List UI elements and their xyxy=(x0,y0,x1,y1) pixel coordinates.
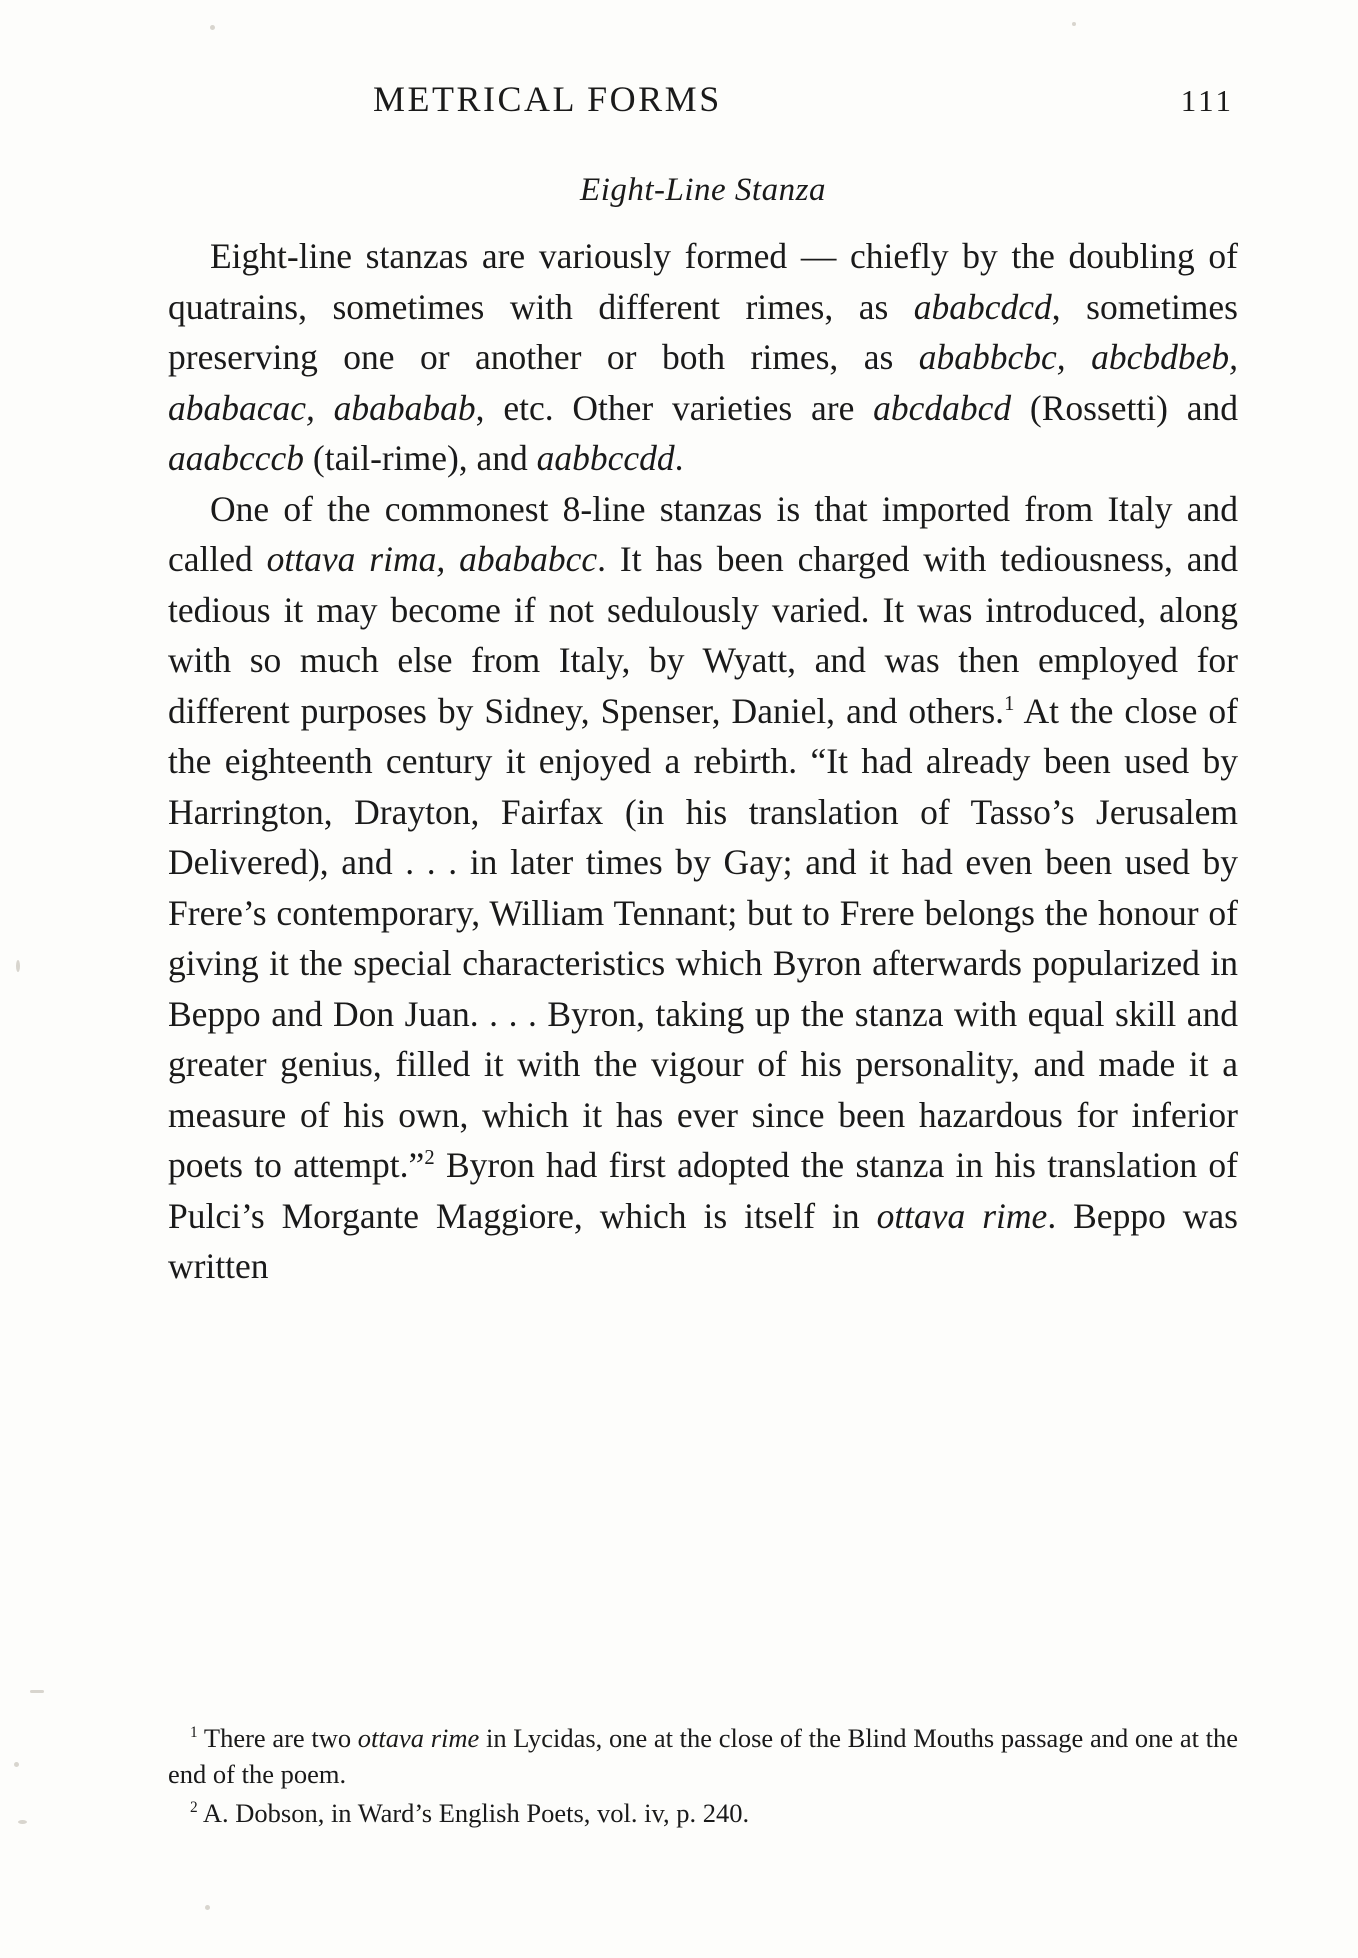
footnote-marker: 2 xyxy=(190,1799,198,1817)
paper-speck xyxy=(205,1905,210,1910)
footnote-runs: There are two ottava rime in Lycidas, one at the close of the Blind Mouths passage and one at the end of the poem. xyxy=(168,1723,1238,1789)
footnote-area xyxy=(168,1720,1238,1834)
paragraph xyxy=(168,231,1238,484)
paper-speck xyxy=(18,1820,27,1824)
footnote-marker: 1 xyxy=(190,1724,198,1742)
paper-speck xyxy=(1072,22,1076,26)
running-head xyxy=(168,78,1238,120)
paper-speck xyxy=(16,960,20,972)
page-title: METRICAL FORMS xyxy=(373,79,722,119)
paper-speck xyxy=(210,25,215,30)
page-content xyxy=(168,78,1238,1292)
footnote xyxy=(168,1795,1238,1831)
paragraph-runs: Eight-line stanzas are variously formed — chiefly by the doubling of quatrains, sometimes with different rimes, as ababcdcd, sometimes preserving one or another or both rimes, as ababbcbc, abcbdbeb, ababacac, abababab, etc. Other varieties are abcdabcd (Rossetti) and aaabcccb (tail-rime), and aabbccdd. xyxy=(168,236,1238,478)
footnote-runs: A. Dobson, in Ward’s English Poets, vol. iv, p. 240. xyxy=(202,1798,750,1828)
paragraph-runs: One of the commonest 8-line stanzas is that imported from Italy and called ottava rima, abababcc. It has been charged with tediousness, and tedious it may become if not sedulously varied. It was introduced, along with so much else from Italy, by Wyatt, and was then employed for different purposes by Sidney, Spenser, Daniel, and others.$^1$ At the close of the eighteenth century it enjoyed a rebirth. “It had already been used by Harrington, Drayton, Fairfax (in his translation of Tasso’s Jerusalem Delivered), and . . . in later times by Gay; and it had even been used by Frere’s contemporary, William Tennant; but to Frere belongs the honour of giving it the special characteristics which Byron afterwards popularized in Beppo and Don Juan. . . . Byron, taking up the stanza with equal skill and greater genius, filled it with the vigour of his personality, and made it a measure of his own, which it has ever since been hazardous for inferior poets to attempt.”$^2$ Byron had first adopted the stanza in his translation of Pulci’s Morgante Maggiore, which is itself in ottava rime. Beppo was written xyxy=(168,488,1239,1286)
paper-speck xyxy=(14,1762,19,1767)
section-heading: Eight-Line Stanza xyxy=(580,172,826,208)
footnote xyxy=(168,1720,1238,1792)
paper-speck xyxy=(30,1690,44,1693)
page-number: 111 xyxy=(1180,83,1234,118)
paragraph xyxy=(168,484,1238,1292)
body-text xyxy=(168,231,1238,1292)
